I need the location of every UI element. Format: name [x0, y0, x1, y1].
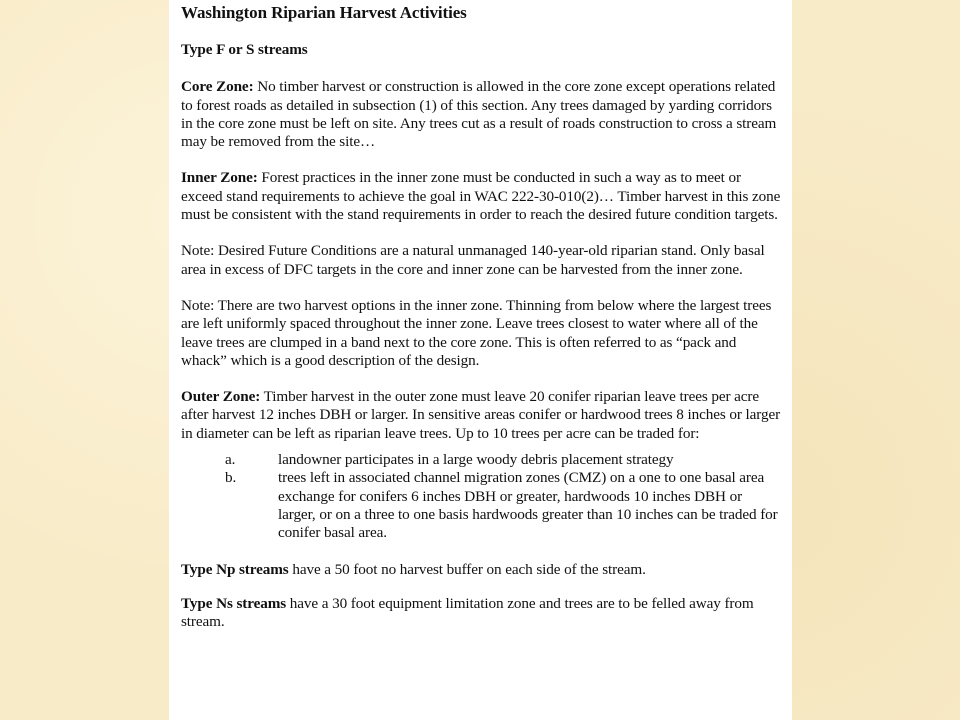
inner-zone-heading: Inner Zone: — [181, 169, 258, 187]
outer-zone-heading: Outer Zone: — [181, 388, 261, 406]
inner-zone-paragraph — [181, 169, 781, 224]
note-harvest-options: Note: There are two harvest options in the inner zone. Thinning from below where the largest trees are left uniformly spaced throughout the inner zone. Leave trees closest to water where all of the leave trees are clumped in a band next to the core zone. This is often referred to as “pack and whack” which is a good description of the design. — [181, 296, 772, 369]
type-ns-heading: Type Ns streams — [181, 594, 287, 612]
note-dfc: Note: Desired Future Conditions are a natural unmanaged 140-year-old riparian stand. Only basal area in excess of DFC targets in the core and inner zone can be harvested from the inner zone. — [181, 242, 765, 278]
type-np-paragraph — [181, 561, 781, 579]
type-np-text: have a 50 foot no harvest buffer on each side of the stream. — [292, 560, 646, 578]
section-heading-type-f-s: Type F or S streams — [181, 41, 308, 58]
core-zone-paragraph — [181, 78, 781, 151]
outer-zone-text: Timber harvest in the outer zone must leave 20 conifer riparian leave trees per acre after harvest 12 inches DBH or larger. In sensitive areas conifer or hardwood trees 8 inches or larger in diameter can be left as riparian leave trees. Up to 10 trees per acre can be traded for: — [181, 388, 781, 442]
document-title: Washington Riparian Harvest Activities — [181, 3, 467, 22]
list-item-text: landowner participates in a large woody debris placement strategy — [278, 451, 674, 469]
list-item — [225, 469, 781, 542]
document-content — [181, 3, 781, 649]
list-item-marker: a. — [225, 451, 236, 469]
core-zone-heading: Core Zone: — [181, 78, 254, 96]
type-ns-paragraph — [181, 595, 781, 632]
type-np-heading: Type Np streams — [181, 560, 289, 578]
list-item-marker: b. — [225, 469, 237, 487]
list-item — [225, 451, 781, 469]
inner-zone-text: Forest practices in the inner zone must be conducted in such a way as to meet or exceed stand requirements to achieve the goal in WAC 222-30-010(2)… Timber harvest in this zone must be consistent with the stand requirements in order to reach the desired future condition targets. — [181, 169, 781, 224]
outer-zone-paragraph — [181, 388, 781, 443]
core-zone-text: No timber harvest or construction is allowed in the core zone except operations related to forest roads as detailed in subsection (1) of this section. Any trees damaged by yarding corridors in the core zone must be left on site. Any trees cut as a result of roads construction to cross a stream may be removed from the site… — [181, 78, 777, 151]
trade-options-list — [225, 451, 781, 542]
document-page — [169, 0, 792, 720]
type-ns-text: have a 30 foot equipment limitation zone and trees are to be felled away from stream. — [181, 594, 754, 631]
list-item-text: trees left in associated channel migration zones (CMZ) on a one to one basal area exchange for conifers 6 inches DBH or greater, hardwoods 10 inches DBH or larger, or on a three to one basis hardwoods greater than 10 inches can be traded for conifer basal area. — [278, 469, 778, 542]
